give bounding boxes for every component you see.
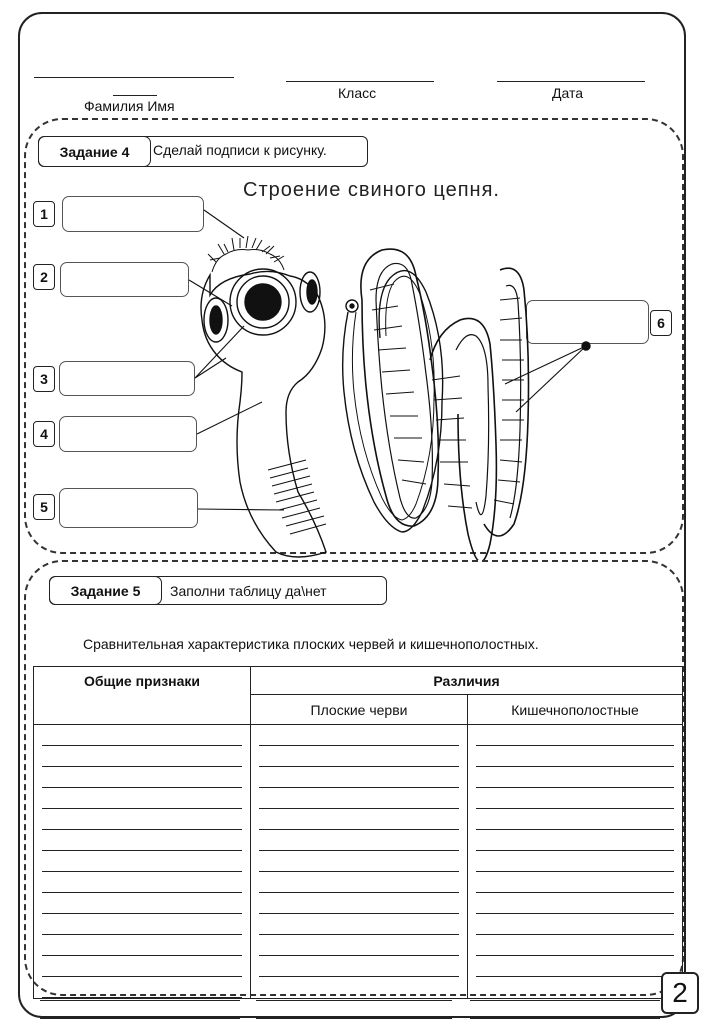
- label-number-4: 4: [33, 421, 55, 447]
- task4-title: Строение свиного цепня.: [243, 179, 500, 201]
- task5-subtitle: Сравнительная характеристика плоских червей и кишечнополостных.: [83, 636, 539, 652]
- extra-line-5: [256, 1018, 452, 1019]
- cell-common-features[interactable]: [34, 725, 251, 999]
- task5-instruction: Заполни таблицу да\нет: [170, 583, 327, 599]
- extra-line-6: [470, 1018, 660, 1019]
- label-number-2: 2: [33, 264, 55, 290]
- extra-line-3: [470, 1000, 660, 1001]
- header-flatworms: [251, 695, 468, 725]
- comparison-table: [33, 666, 683, 999]
- header-common-text: Общие признаки: [83, 673, 201, 689]
- header-differences: [251, 667, 683, 695]
- header-coelenterates: [468, 695, 683, 725]
- header-flatworms-text: Плоские черви: [310, 701, 408, 718]
- proglottid-chain-left: [361, 249, 439, 526]
- task4-instruction: Сделай подписи к рисунку.: [153, 142, 327, 158]
- extra-line-1: [40, 1000, 240, 1001]
- extra-line-2: [256, 1000, 452, 1001]
- task4-badge: Задание 4: [38, 136, 151, 167]
- name-label: Фамилия Имя: [84, 98, 175, 114]
- label-number-6: 6: [650, 310, 672, 336]
- extra-line-4: [40, 1018, 240, 1019]
- date-label: Дата: [552, 85, 584, 101]
- hooks-crown: [208, 236, 284, 272]
- cell-coelenterates[interactable]: [468, 725, 683, 999]
- label-number-3: 3: [33, 366, 55, 392]
- label-number-1: 1: [33, 201, 55, 227]
- header-differences-text: Различия: [433, 672, 500, 689]
- cell-flatworms[interactable]: [251, 725, 468, 999]
- header-coelenterates-text: Кишечнополостные: [511, 701, 639, 718]
- page-number: 2: [661, 972, 699, 1014]
- label-number-5: 5: [33, 494, 55, 520]
- header-common-features: [34, 667, 251, 725]
- pointer-lines: [189, 210, 586, 510]
- task5-badge: Задание 5: [49, 576, 162, 605]
- class-label: Класс: [338, 85, 377, 101]
